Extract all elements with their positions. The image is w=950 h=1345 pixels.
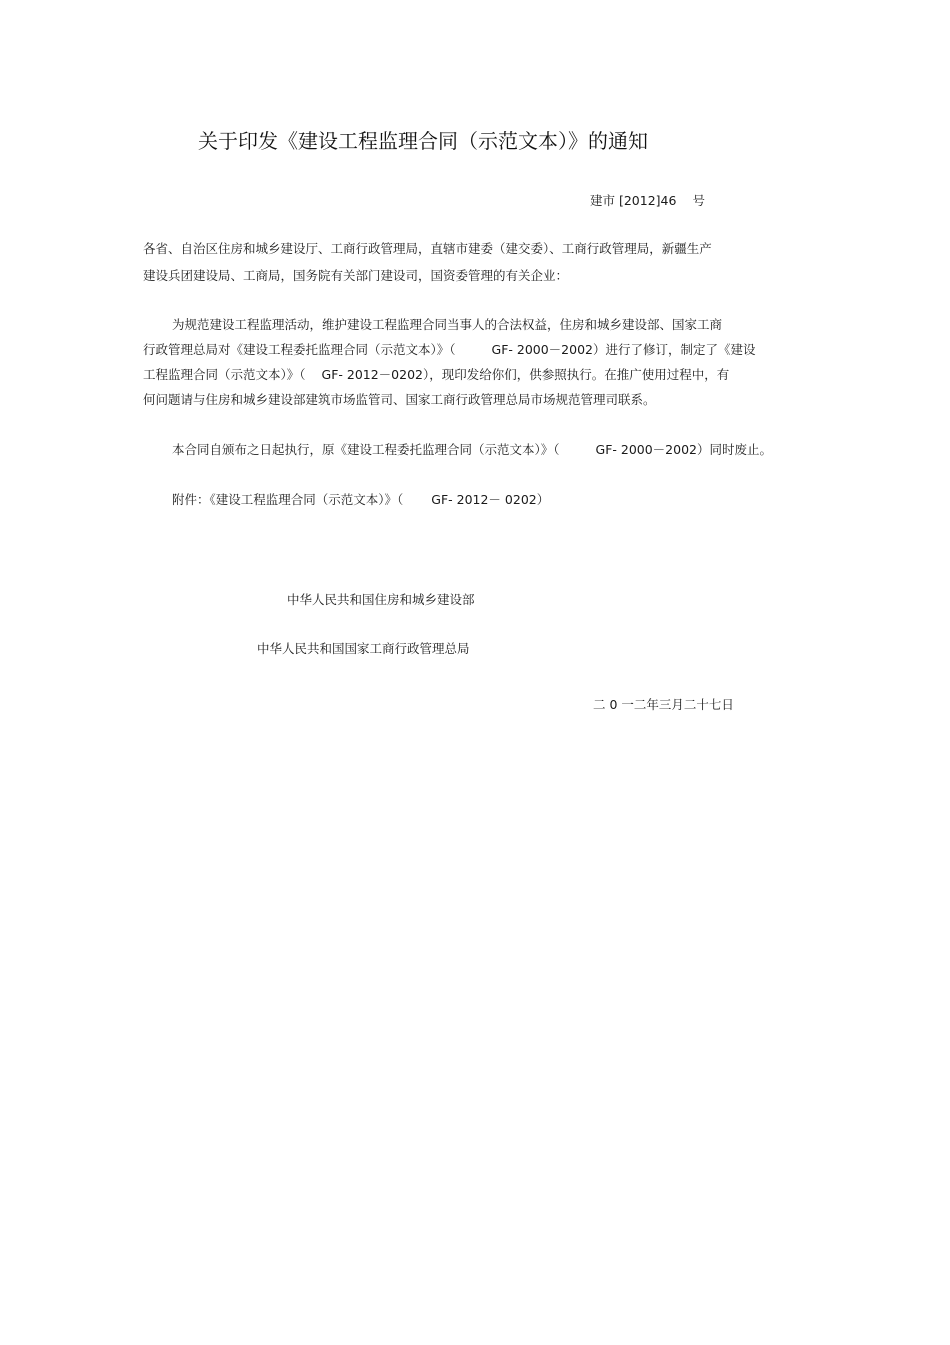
signatory-2: 中华人民共和国国家工商行政管理总局 — [257, 641, 470, 656]
addressee-line-2: 建设兵团建设局、工商局，国务院有关部门建设司，国资委管理的有关企业： — [143, 268, 569, 283]
attachment-line — [172, 492, 549, 508]
paragraph-2-text: 本合同自颁布之日起执行，原《建设工程委托监理合同（示范文本）》（ — [172, 442, 560, 457]
paragraph-2 — [172, 442, 772, 458]
paragraph-2-code: GF- 2000－2002）同时废止。 — [595, 442, 772, 457]
issue-date: 二 0 一二年三月二十七日 — [593, 697, 734, 712]
paragraph-1-line-4: 何问题请与住房和城乡建设部建筑市场监管司、国家工商行政管理总局市场规范管理司联系。 — [143, 392, 656, 407]
document-number-text: 建市 [2012]46 — [590, 193, 677, 208]
paragraph-1-line-2-text: 行政管理总局对《建设工程委托监理合同（示范文本）》（ — [143, 342, 456, 357]
paragraph-1-line-2-code: GF- 2000－2002）进行了修订，制定了《建设 — [491, 342, 756, 357]
paragraph-1-line-3 — [143, 367, 729, 383]
document-number — [590, 193, 705, 209]
document-number-suffix: 号 — [692, 193, 705, 208]
paragraph-1-line-1: 为规范建设工程监理活动，维护建设工程监理合同当事人的合法权益，住房和城乡建设部、国家工商 — [172, 317, 723, 332]
paragraph-1-line-2 — [143, 342, 756, 358]
addressee-line-1: 各省、自治区住房和城乡建设厅、工商行政管理局，直辖市建委（建交委）、工商行政管理局，新疆生产 — [143, 241, 712, 256]
signatory-1: 中华人民共和国住房和城乡建设部 — [287, 592, 475, 607]
document-title: 关于印发《建设工程监理合同（示范文本）》的通知 — [198, 129, 648, 153]
paragraph-1-line-3-text: 工程监理合同（示范文本）》（ — [143, 367, 306, 382]
paragraph-1-line-3-code: GF- 2012－0202），现印发给你们，供参照执行。在推广使用过程中，有 — [321, 367, 730, 382]
attachment-code: GF- 2012－ 0202） — [431, 492, 550, 507]
attachment-text: 附件：《建设工程监理合同（示范文本）》（ — [172, 492, 404, 507]
